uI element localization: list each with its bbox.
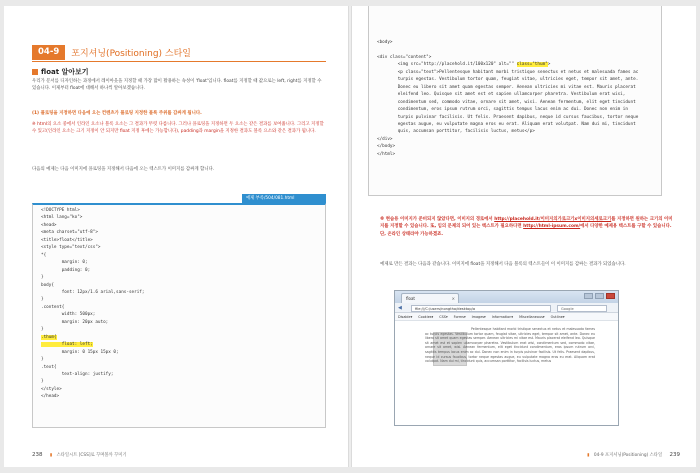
code-line: } xyxy=(41,379,44,385)
footer-text: 04-9 포지셔닝(Positioning) 스타일 xyxy=(593,453,663,458)
code-line: font: 12px/1.6 arial,sans-serif; xyxy=(41,289,145,295)
code-line: *{ xyxy=(41,252,47,258)
note-text: 를 지정하면 원하는 크기의 이미지를 지정할 수 있습니다. 또, 임의 문제의 되어 있는 텍스트가 필요하다면 xyxy=(380,217,673,230)
toolbar-menu-item[interactable]: Information▾ xyxy=(491,314,514,319)
code-listing xyxy=(32,203,326,428)
ipsum-link[interactable]: http://html-ipsum.com/ xyxy=(523,224,581,230)
chapter-title: 포지셔닝(Positioning) 스타일 xyxy=(71,49,191,59)
toolbar-menu-item[interactable]: Miscellaneous▾ xyxy=(519,314,545,319)
search-box[interactable]: Google xyxy=(557,305,607,312)
right-page xyxy=(352,6,696,467)
browser-screenshot xyxy=(394,290,619,426)
left-page xyxy=(4,6,348,467)
note-text: ※ 현습용 이미지가 준비되지 않았다면, 이미지의 경로에서 xyxy=(380,217,495,222)
code-line: <img src="http://placehold.it/100x120" alt="" class="thum"> xyxy=(377,62,551,68)
example-intro: 다음의 예제는 다음 이미지에 플로팅을 지정해서 다음에 오는 텍스트가 이미지를 감싸게 합니다. xyxy=(32,167,215,172)
browser-titlebar xyxy=(395,291,618,303)
code-line: turpis egestas. Vestibulum tortor quam, feugiat vitae, ultricies eget, tempor sit amet, ante. xyxy=(377,77,639,83)
page-number: 239 xyxy=(669,452,680,458)
intro-paragraph: 우리가 문서를 디자인하는 과정에서 레이아웃을 지정할 때 가장 많이 활용하는 속성이 'float'입니다. float를 지정할 때 값으로는 left, right를 지정할 수 있습니다. 이제부터 float에 대해서 하나씩 알아보겠습니다. xyxy=(32,79,322,92)
code-line: float: left; xyxy=(41,342,93,348)
toolbar-menu-item[interactable]: Images▾ xyxy=(471,314,486,319)
footer-marker: ▮ xyxy=(587,453,590,458)
code-line: <html lang="ko"> xyxy=(41,215,83,221)
chapter-heading xyxy=(32,45,191,60)
code-line: <p class="text">Pellentesque habitant morbi tristique senectus et netus et malesuada fames ac xyxy=(377,69,639,75)
code-line: } xyxy=(41,327,44,333)
code-line xyxy=(377,46,638,53)
page-number: 238 xyxy=(32,452,43,458)
code-line: </body> xyxy=(377,144,396,150)
toolbar-menu-item[interactable]: Cookies▾ xyxy=(418,314,434,319)
code-line: egestas augue, eu vulputate magna eros eu erat. Aliquam erat volutpat. Nam dui mi, tincidunt xyxy=(377,121,636,127)
code-line: condimentum, eros ipsum rutrum orci, sagittis tempus lacus enim ac dui. Donec non enim in xyxy=(377,107,628,113)
result-paragraph: 예제로 만든 결과는 다음과 같습니다. 이미지에 float을 지정해서 다음 블록의 텍스트들이 이 이미지를 감싸는 결과가 되었습니다. xyxy=(380,262,626,267)
code-line: Donec eu libero sit amet quam egestas semper. Aenean ultricies mi vitae est. Mauris placerat xyxy=(377,84,636,90)
code-text xyxy=(377,39,638,158)
code-line: margin: 20px auto; xyxy=(41,319,109,325)
toolbar-menu-item[interactable]: Disable▾ xyxy=(398,314,413,319)
lorem-text: Pellentesque habitant morbi tristique senectus et netus et malesuada fames ac turpis egestas. Vestibulum tortor quam, feugiat vitae, ultricies eget, tempor sit amet, ante. Donec eu libero sit amet quam egestas semper. Aenean ultricies mi vitae est. Mauris placerat eleifend leo. Quisque sit amet est et sapien ullamcorper pharetra. Vestibulum erat wisi, condimentum sed, commodo vitae, ornare sit amet, wisi. Aenean fermentum, elit eget tincidunt condimentum, eros ipsum rutrum orci, sagittis tempus lacus enim ac dui. Donec non enim in turpis pulvinar facilisis. Ut felis. Praesent dapibus, neque id cursus faucibus, tortor neque egestas augue, eu vulputate magna eros eu erat. Aliquam erat volutpat. Nam dui mi, tincidunt quis, accumsan porttitor, facilisis luctus, metus xyxy=(425,327,595,364)
toolbar-menu-item[interactable]: Forms▾ xyxy=(453,314,466,319)
code-line: text-align: justify; xyxy=(41,371,114,377)
tab-title: float xyxy=(406,296,415,301)
section-title: float 알아보기 xyxy=(41,68,89,76)
footer-text: 스타일시트 [CSS]로 꾸며볼까 꾸미기 xyxy=(56,453,127,458)
note-text: 에서 다양한 예제용 텍스트를 구할 수 있습니다. 단, 온라인 상태라야 가능하겠죠. xyxy=(380,224,672,237)
code-line: </style> xyxy=(41,386,62,392)
code-listing-continued xyxy=(368,6,662,196)
code-line: <title>float</title> xyxy=(41,237,93,243)
code-line: padding: 0; xyxy=(41,267,91,273)
code-line: .thum{ xyxy=(41,334,57,340)
code-line: <head> xyxy=(41,222,57,228)
code-line: </div> xyxy=(377,136,393,142)
code-line: .text{ xyxy=(41,364,57,370)
square-bullet-icon xyxy=(32,69,38,75)
code-line: margin: 0 15px 15px 0; xyxy=(41,349,119,355)
code-line: margin: 0; xyxy=(41,260,88,266)
code-line: <meta charset="utf-8"> xyxy=(41,230,98,236)
code-line: } xyxy=(41,275,44,281)
step-title: (1) 플로팅을 지정하면 다음에 오는 컨텐츠가 플로팅 지정한 블록 주위를 감싸게 됩니다. xyxy=(32,111,202,116)
address-bar[interactable]: file:///C:/users/nongtho/desktop/a xyxy=(411,305,551,312)
toolbar-menu-item[interactable]: Outline▾ xyxy=(550,314,565,319)
toolbar-menu-item[interactable]: CSS▾ xyxy=(439,314,448,319)
code-line: width: 500px; xyxy=(41,312,96,318)
section-heading xyxy=(32,67,89,77)
browser-tab[interactable] xyxy=(401,293,459,303)
example-file-tag: 예제 부록/504/081.html xyxy=(242,194,326,203)
footer-marker: ▮ xyxy=(49,453,53,458)
code-line: turpis pulvinar facilisis. Ut felis. Praesent dapibus, neque id cursus faucibus, tortor neque xyxy=(377,114,639,120)
close-icon[interactable]: × xyxy=(451,296,455,301)
page-footer xyxy=(587,452,680,458)
code-line: quis, accumsan porttitor, facilisis luctus, metus</p> xyxy=(377,129,535,135)
code-line: <div class="content"> xyxy=(377,54,432,60)
window-controls xyxy=(584,293,615,299)
window-close-icon[interactable] xyxy=(606,293,615,299)
code-line: .content{ xyxy=(41,304,65,310)
code-line: } xyxy=(41,297,44,303)
minimize-icon[interactable] xyxy=(584,293,593,299)
note-paragraph xyxy=(380,216,674,238)
browser-viewport xyxy=(395,322,619,426)
code-line: condimentum sed, commodo vitae, ornare sit amet, wisi. Aenean fermentum, elit eget tincidunt xyxy=(377,99,636,105)
code-line: body{ xyxy=(41,282,54,288)
placeholder-link[interactable]: http://placehold.it/이미지의가로크기x이미지의세로크기 xyxy=(494,217,612,222)
warning-paragraph: ※ html의 요소 중에서 인라인 요소나 블록 요소는 그 결과가 뚜렷 다릅니다. 그러나 플로팅을 지정하면 두 요소는 같은 결과를 보여줍니다. 그리고 지정할 수 있고(인라인 요소는 크기 지정이 안 되지만 float 지정 후에는 가능합니다), padding과 margin을 지정한 결과도 블록 요소와 같은 결과가 됩니다. xyxy=(32,122,324,135)
code-line: <body> xyxy=(377,40,393,45)
code-line: eleifend leo. Quisque sit amet est et sapien ullamcorper pharetra. Vestibulum erat wisi, xyxy=(377,92,626,98)
chapter-number: 04-9 xyxy=(32,45,65,60)
code-line: } xyxy=(41,357,44,363)
developer-toolbar xyxy=(395,313,618,321)
back-arrow-icon[interactable]: ◀ xyxy=(398,305,402,311)
code-line: </html> xyxy=(377,151,396,157)
code-line: <style type="text/css"> xyxy=(41,245,101,251)
code-line: </head> xyxy=(41,394,60,400)
page-footer xyxy=(32,452,127,458)
code-text xyxy=(41,207,144,401)
maximize-icon[interactable] xyxy=(595,293,604,299)
code-line: <!DOCTYPE html> xyxy=(41,208,80,213)
browser-navbar xyxy=(395,303,618,313)
chapter-divider xyxy=(32,61,326,62)
